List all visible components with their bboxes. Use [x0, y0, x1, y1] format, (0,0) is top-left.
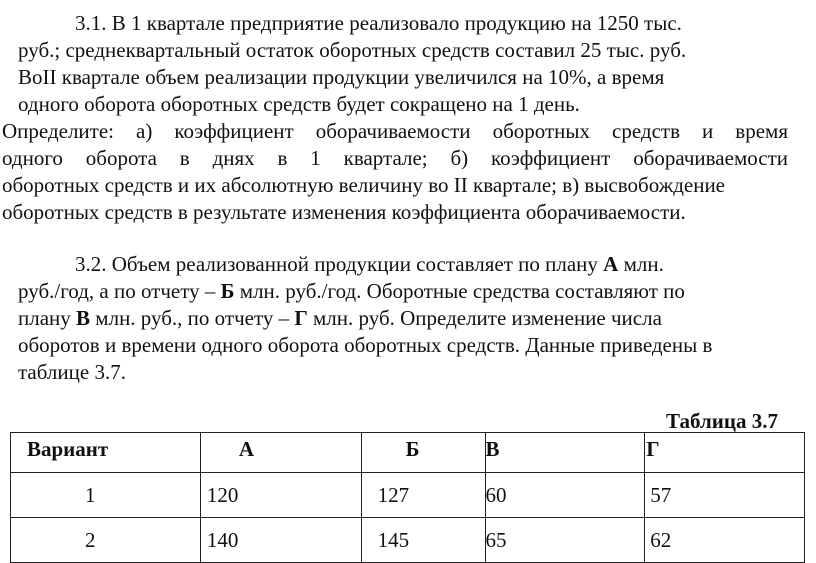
table-row [11, 473, 805, 518]
table-header-row [11, 433, 805, 473]
table-cell: 2 [11, 518, 201, 563]
table-caption: Таблица 3.7 [666, 409, 778, 433]
table-cell: 1 [11, 473, 201, 518]
problem-31-line-7: оборотных средств и их абсолютную величину во II квартале; в) высвобождение [2, 173, 726, 197]
header-cell: А [200, 433, 361, 473]
header-cell: Г [645, 433, 805, 473]
variants-table [10, 432, 805, 563]
problem-32-text: млн. [618, 252, 664, 276]
table-cell: 65 [485, 518, 645, 563]
problem-32-text: руб./год, а по отчету – [18, 279, 221, 303]
header-cell: Б [361, 433, 485, 473]
table-cell: 140 [200, 518, 361, 563]
problem-32-line-5: таблице 3.7. [18, 360, 126, 384]
table-cell: 57 [645, 473, 805, 518]
header-cell: Вариант [11, 433, 201, 473]
problem-32-text: 3.2. Объем реализованной продукции составляет по плану [75, 252, 604, 276]
problem-31-line-3: ВоII квартале объем реализации продукции увеличился на 10%, а время [18, 65, 665, 89]
problem-32-text: млн. руб./год. Оборотные средства составляют по [234, 279, 685, 303]
table-cell: 127 [361, 473, 485, 518]
table-cell: 60 [485, 473, 645, 518]
table-cell: 62 [645, 518, 805, 563]
variable-a: А [603, 252, 619, 276]
header-cell: В [485, 433, 645, 473]
problem-32-text: млн. руб., по отчету – [90, 306, 295, 330]
table-row [11, 518, 805, 563]
variable-g: Г [294, 306, 308, 330]
table-cell: 120 [200, 473, 361, 518]
problem-31-line-1: 3.1. В 1 квартале предприятие реализовало продукцию на 1250 тыс. [75, 11, 682, 35]
problem-32-line-4: оборотов и времени одного оборота оборотных средств. Данные приведены в [18, 333, 713, 357]
problem-32-line-1 [75, 251, 664, 277]
problem-31-line-4: одного оборота оборотных средств будет сокращено на 1 день. [18, 92, 580, 116]
problem-32-line-2 [18, 278, 685, 304]
problem-32-text: плану [18, 306, 77, 330]
problem-31-line-6: одного оборота в днях в 1 квартале; б) коэффициент оборачиваемости [2, 146, 788, 170]
problem-32-line-3 [18, 305, 662, 331]
problem-31-line-2: руб.; среднеквартальный остаток оборотных средств составил 25 тыс. руб. [18, 38, 687, 62]
variable-b: Б [220, 279, 235, 303]
table-cell: 145 [361, 518, 485, 563]
problem-32-text: млн. руб. Определите изменение числа [307, 306, 662, 330]
variable-v: В [76, 306, 91, 330]
problem-31-line-5: Определите: а) коэффициент оборачиваемости оборотных средств и время [2, 119, 788, 143]
problem-31-line-8: оборотных средств в результате изменения коэффициента оборачиваемости. [2, 200, 686, 224]
